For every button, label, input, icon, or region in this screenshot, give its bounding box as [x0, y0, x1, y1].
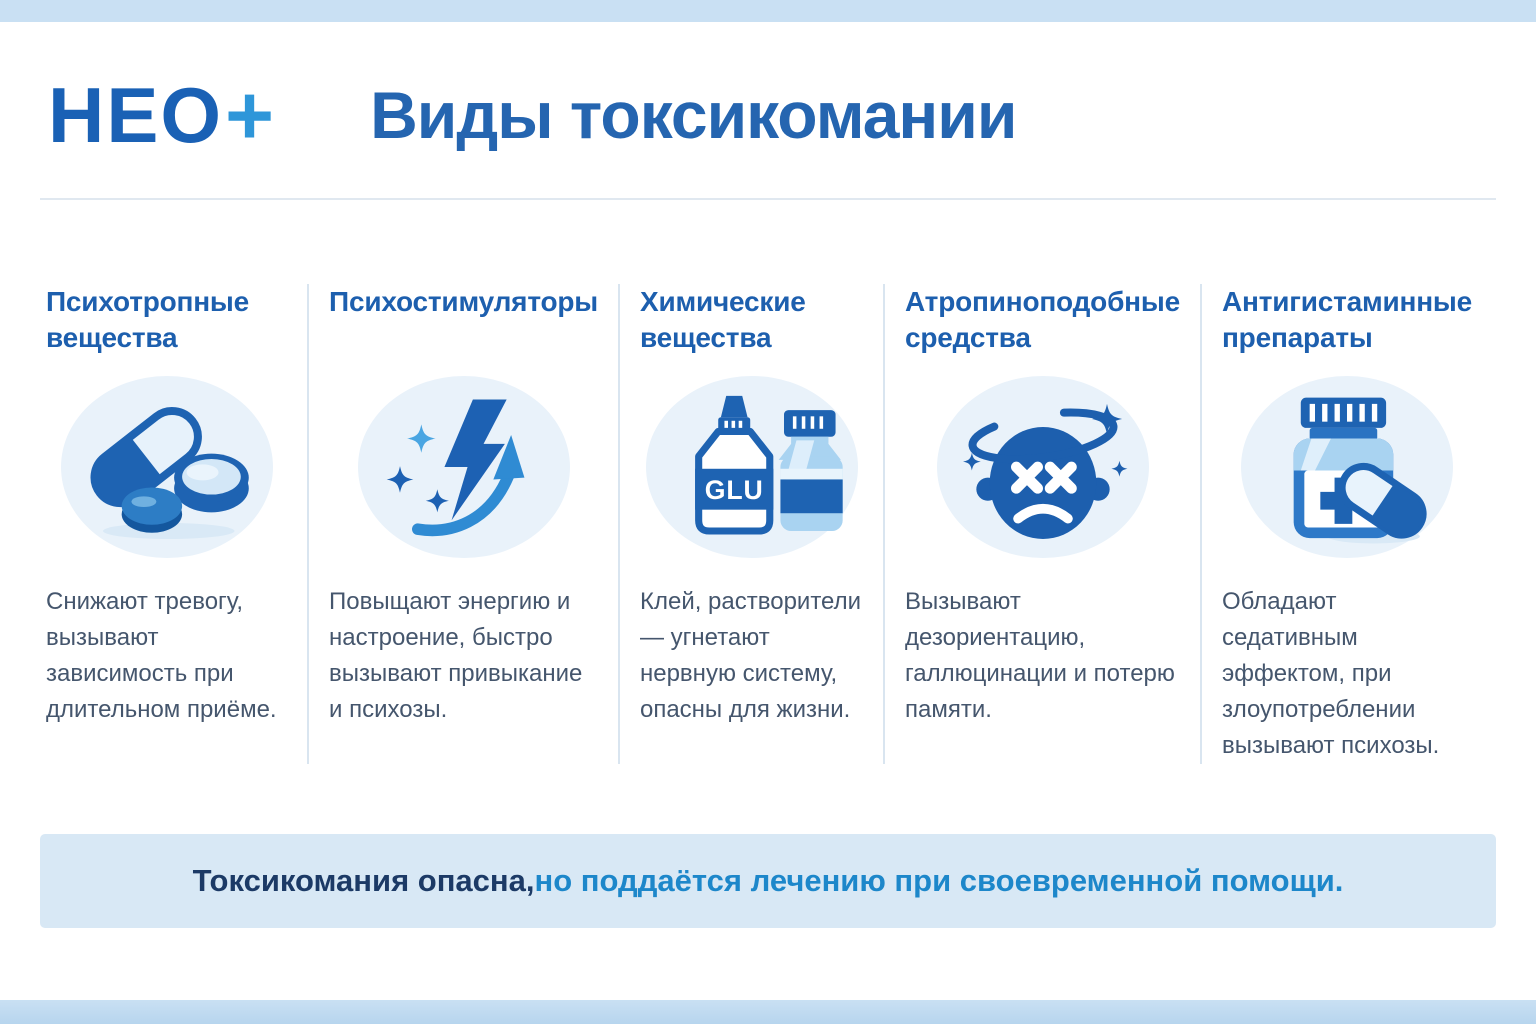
logo: [48, 68, 275, 162]
header: [0, 22, 1536, 170]
column-title: Антигистаминные препараты: [1221, 286, 1472, 353]
banner-statement: Токсикомания опасна,: [192, 863, 535, 898]
column-title: Психотропные вещества: [46, 286, 250, 353]
top-border-band: [0, 0, 1536, 22]
column-title: Атропиноподобные средства: [905, 286, 1180, 353]
glue-and-solvent-icon: [646, 376, 858, 558]
column-description: Обладают седативным эффектом, при злоупотреблении вызывают психозы.: [1221, 588, 1440, 759]
bottom-border-band: [0, 1000, 1536, 1024]
pills-icon: [61, 376, 273, 558]
column-description: Снижают тревогу, вызывают зависимость при длительном приёме.: [46, 588, 277, 723]
columns-grid: [44, 284, 1492, 764]
column-psychotropic: [44, 284, 309, 764]
dizzy-face-icon: [937, 376, 1149, 558]
column-chemicals: [620, 284, 885, 764]
medicine-bottle-capsule-icon: [1241, 376, 1453, 558]
logo-plus-icon: +: [225, 68, 275, 162]
column-antihistamine: [1202, 284, 1492, 764]
column-stimulants: [309, 284, 620, 764]
column-description: Вызывают дезориентацию, галлюцинации и потерю памяти.: [905, 588, 1175, 723]
column-title: Химические вещества: [639, 286, 806, 353]
column-description: Клей, растворители — угнетают нервную систему, опасны для жизни.: [639, 588, 862, 723]
column-title: Психостимуляторы: [329, 286, 598, 317]
column-description: Повыщают энергию и настроение, быстро вызывают привыкание и психозы.: [329, 588, 583, 723]
page-title: Виды токсикомании: [370, 78, 1017, 152]
banner-continuation: но поддаётся лечению при своевременной помощи.: [534, 863, 1344, 898]
main-content: [0, 22, 1536, 1000]
logo-text: НЕО: [48, 71, 224, 159]
header-divider: [40, 198, 1496, 200]
column-atropine: [885, 284, 1202, 764]
glue-label: GLU: [704, 475, 764, 505]
energy-boost-icon: [358, 376, 570, 558]
footer-banner: [40, 834, 1496, 928]
